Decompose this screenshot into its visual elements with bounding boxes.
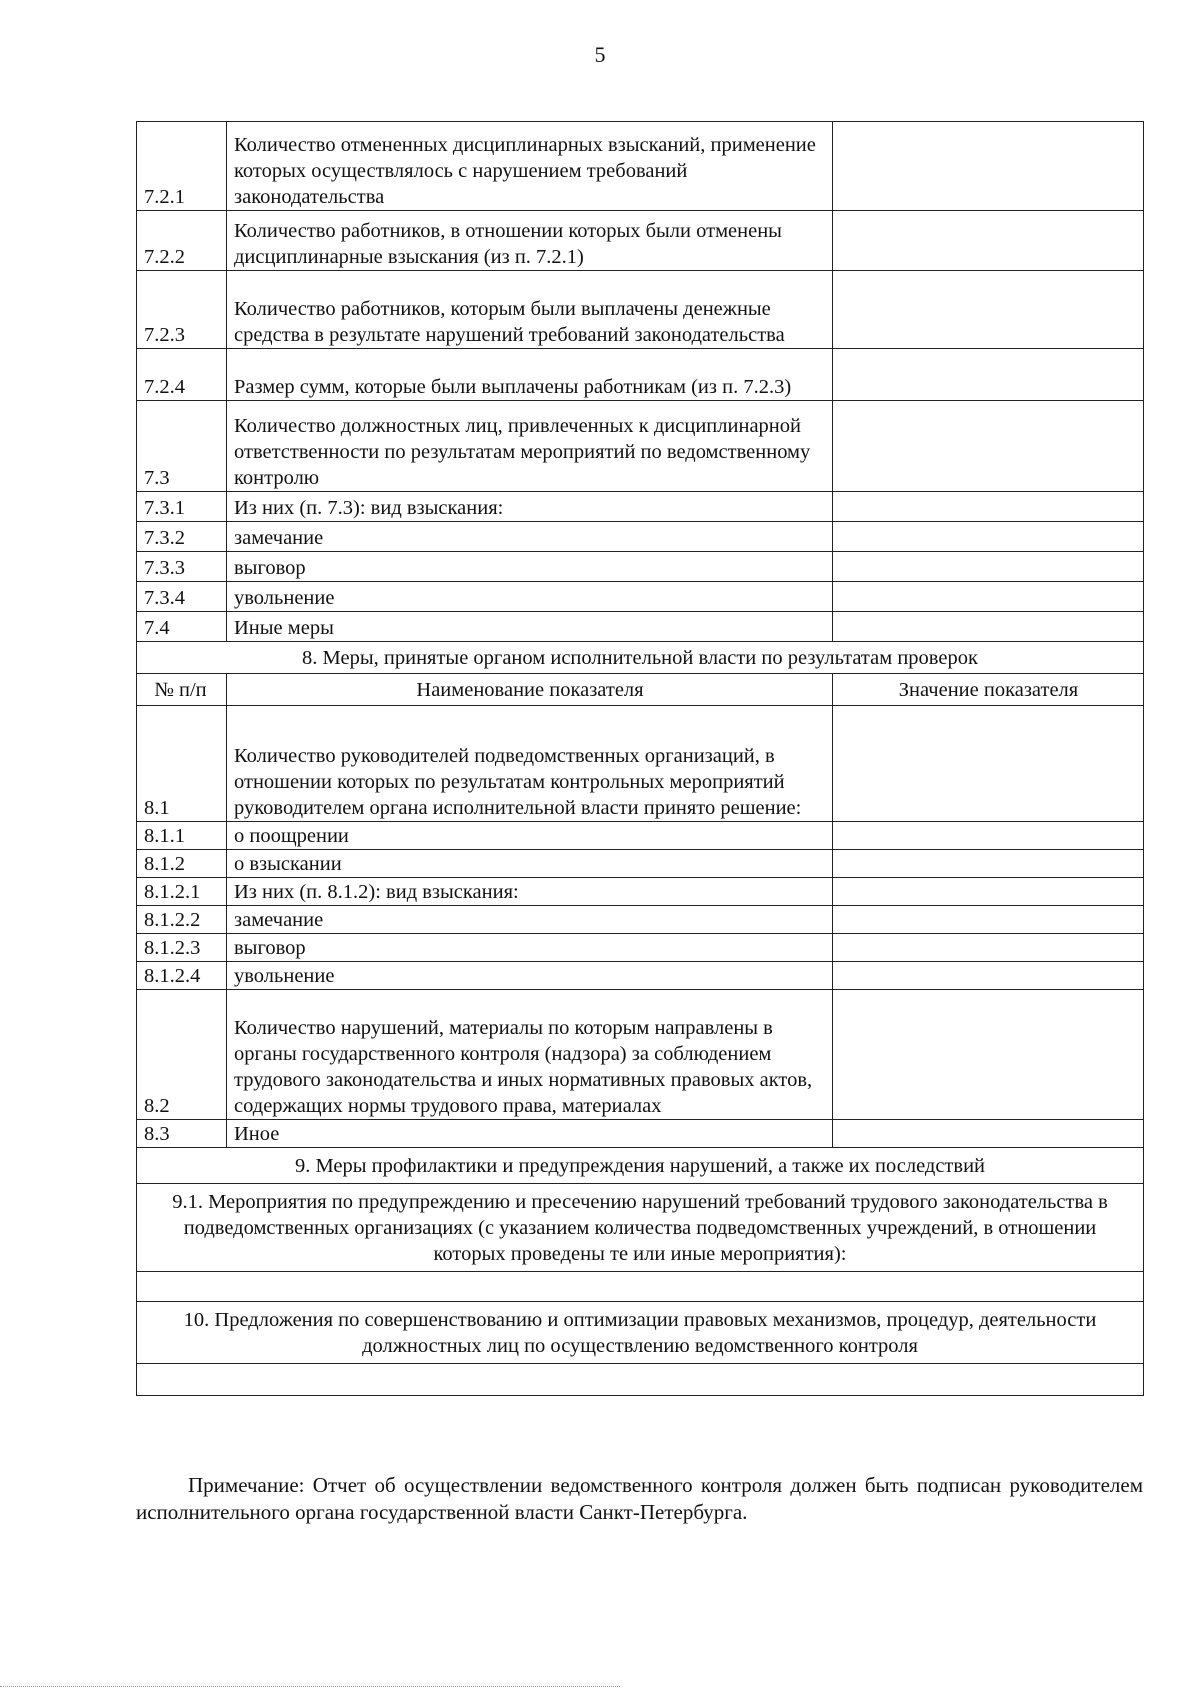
row-number: 8.1.2.3 bbox=[137, 934, 227, 962]
indicator-value[interactable] bbox=[833, 1120, 1144, 1148]
indicator-value[interactable] bbox=[833, 906, 1144, 934]
indicator-value[interactable] bbox=[833, 552, 1144, 582]
row-number: 8.1.2.4 bbox=[137, 962, 227, 990]
row-number: 7.3.1 bbox=[137, 492, 227, 522]
indicator-value[interactable] bbox=[833, 934, 1144, 962]
table-row bbox=[137, 522, 1144, 552]
indicator-value[interactable] bbox=[833, 850, 1144, 878]
indicator-name: увольнение bbox=[227, 962, 833, 990]
indicator-value[interactable] bbox=[833, 706, 1144, 822]
row-number: 7.3 bbox=[137, 401, 227, 492]
section-9-row bbox=[137, 1148, 1144, 1184]
section-9-1-title: 9.1. Мероприятия по предупреждению и пресечению нарушений требований трудового законодательства в подведомственных организациях (с указанием количества подведомственных учреждений, в отношении которых проведены те или иные мероприятия): bbox=[137, 1184, 1144, 1272]
table-row bbox=[137, 1120, 1144, 1148]
indicator-value[interactable] bbox=[833, 878, 1144, 906]
row-number: 8.1.2.1 bbox=[137, 878, 227, 906]
section-8-row bbox=[137, 642, 1144, 674]
header-number: № п/п bbox=[137, 674, 227, 706]
indicator-value[interactable] bbox=[833, 962, 1144, 990]
indicator-value[interactable] bbox=[833, 349, 1144, 401]
indicator-value[interactable] bbox=[833, 492, 1144, 522]
row-number: 8.1.2 bbox=[137, 850, 227, 878]
indicator-value[interactable] bbox=[833, 401, 1144, 492]
indicator-value[interactable] bbox=[833, 271, 1144, 349]
indicator-name: Иное bbox=[227, 1120, 833, 1148]
section-10-entry-row bbox=[137, 1364, 1144, 1396]
report-table bbox=[136, 121, 1144, 1396]
table-row bbox=[137, 492, 1144, 522]
section-9-1-row bbox=[137, 1184, 1144, 1272]
table-row bbox=[137, 822, 1144, 850]
table-row bbox=[137, 962, 1144, 990]
row-number: 7.3.2 bbox=[137, 522, 227, 552]
indicator-name: Количество руководителей подведомственных организаций, в отношении которых по результатам контрольных мероприятий руководителем органа исполнительной власти принято решение: bbox=[227, 706, 833, 822]
row-number: 7.3.4 bbox=[137, 582, 227, 612]
table-row bbox=[137, 878, 1144, 906]
header-value: Значение показателя bbox=[833, 674, 1144, 706]
table-row bbox=[137, 706, 1144, 822]
table-row bbox=[137, 552, 1144, 582]
row-number: 8.3 bbox=[137, 1120, 227, 1148]
table-row bbox=[137, 122, 1144, 211]
table-row bbox=[137, 850, 1144, 878]
row-number: 7.2.4 bbox=[137, 349, 227, 401]
indicator-name: замечание bbox=[227, 522, 833, 552]
row-number: 8.1 bbox=[137, 706, 227, 822]
indicator-name: выговор bbox=[227, 934, 833, 962]
footnote: Примечание: Отчет об осуществлении ведомственного контроля должен быть подписан руководителем исполнительного органа государственной власти Санкт-Петербурга. bbox=[136, 1473, 1143, 1524]
table-row bbox=[137, 211, 1144, 271]
indicator-name: Количество работников, в отношении которых были отменены дисциплинарные взыскания (из п. 7.2.1) bbox=[227, 211, 833, 271]
row-number: 8.1.2.2 bbox=[137, 906, 227, 934]
table-row bbox=[137, 401, 1144, 492]
row-number: 7.3.3 bbox=[137, 552, 227, 582]
row-number: 8.1.1 bbox=[137, 822, 227, 850]
indicator-name: о поощрении bbox=[227, 822, 833, 850]
section-10-entry[interactable] bbox=[137, 1364, 1144, 1396]
indicator-value[interactable] bbox=[833, 122, 1144, 211]
table-row bbox=[137, 990, 1144, 1120]
indicator-name: о взыскании bbox=[227, 850, 833, 878]
page-number: 5 bbox=[594, 42, 606, 67]
scan-edge-line bbox=[0, 1686, 620, 1687]
indicator-name: замечание bbox=[227, 906, 833, 934]
table-header-row bbox=[137, 674, 1144, 706]
table-row bbox=[137, 582, 1144, 612]
indicator-value[interactable] bbox=[833, 990, 1144, 1120]
row-number: 7.2.1 bbox=[137, 122, 227, 211]
section-9-1-entry-row bbox=[137, 1272, 1144, 1302]
row-number: 8.2 bbox=[137, 990, 227, 1120]
table-row bbox=[137, 271, 1144, 349]
indicator-name: Из них (п. 8.1.2): вид взыскания: bbox=[227, 878, 833, 906]
indicator-name: Количество должностных лиц, привлеченных к дисциплинарной ответственности по результатам мероприятий по ведомственному контролю bbox=[227, 401, 833, 492]
table-row bbox=[137, 349, 1144, 401]
table-row bbox=[137, 612, 1144, 642]
section-9-title: 9. Меры профилактики и предупреждения нарушений, а также их последствий bbox=[137, 1148, 1144, 1184]
section-10-row bbox=[137, 1302, 1144, 1364]
row-number: 7.2.2 bbox=[137, 211, 227, 271]
section-8-title: 8. Меры, принятые органом исполнительной власти по результатам проверок bbox=[137, 642, 1144, 674]
indicator-name: Иные меры bbox=[227, 612, 833, 642]
table-row bbox=[137, 934, 1144, 962]
indicator-name: Количество отмененных дисциплинарных взысканий, применение которых осуществлялось с нарушением требований законодательства bbox=[227, 122, 833, 211]
indicator-value[interactable] bbox=[833, 612, 1144, 642]
indicator-name: Размер сумм, которые были выплачены работникам (из п. 7.2.3) bbox=[227, 349, 833, 401]
indicator-name: Количество работников, которым были выплачены денежные средства в результате нарушений требований законодательства bbox=[227, 271, 833, 349]
indicator-value[interactable] bbox=[833, 582, 1144, 612]
table-row bbox=[137, 906, 1144, 934]
indicator-value[interactable] bbox=[833, 522, 1144, 552]
section-10-title: 10. Предложения по совершенствованию и оптимизации правовых механизмов, процедур, деятельности должностных лиц по осуществлению ведомственного контроля bbox=[137, 1302, 1144, 1364]
indicator-value[interactable] bbox=[833, 822, 1144, 850]
indicator-value[interactable] bbox=[833, 211, 1144, 271]
row-number: 7.4 bbox=[137, 612, 227, 642]
section-9-1-entry[interactable] bbox=[137, 1272, 1144, 1302]
header-name: Наименование показателя bbox=[227, 674, 833, 706]
indicator-name: Из них (п. 7.3): вид взыскания: bbox=[227, 492, 833, 522]
indicator-name: выговор bbox=[227, 552, 833, 582]
indicator-name: увольнение bbox=[227, 582, 833, 612]
row-number: 7.2.3 bbox=[137, 271, 227, 349]
indicator-name: Количество нарушений, материалы по которым направлены в органы государственного контроля (надзора) за соблюдением трудового законодательства и иных нормативных правовых актов, содержащих нормы трудового права, материалах bbox=[227, 990, 833, 1120]
